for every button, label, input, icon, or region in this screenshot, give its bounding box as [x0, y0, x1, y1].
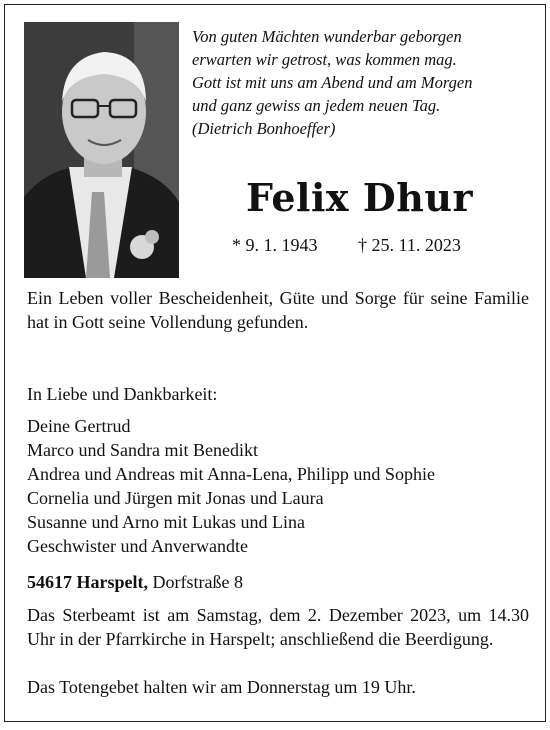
obituary-notice [4, 4, 546, 722]
mourner-item: Deine Gertrud [27, 416, 131, 436]
portrait-photo [24, 22, 179, 278]
intro-text: Ein Leben voller Bescheidenheit, Güte und Sorge für seine Familie hat in Gott seine Vollendung gefunden. [27, 288, 529, 332]
mourner-item: Marco und Sandra mit Benedikt [27, 440, 258, 460]
love-heading-block [27, 382, 529, 406]
service-text: Das Sterbeamt ist am Samstag, dem 2. Dezember 2023, um 14.30 Uhr in der Pfarrkirche in Harspelt; anschließend die Beerdigung. [27, 605, 529, 649]
address-block [27, 570, 529, 594]
address-place: 54617 Harspelt, [27, 572, 148, 592]
death-date: † 25. 11. 2023 [358, 235, 461, 255]
quote-line: Von guten Mächten wunderbar geborgen [192, 27, 462, 46]
mourners-list [27, 414, 529, 558]
prayer-block [27, 675, 529, 699]
quote-line: und ganz gewiss an jedem neuen Tag. [192, 96, 441, 115]
deceased-name: Felix Dhur [245, 175, 474, 220]
birth-date: * 9. 1. 1943 [232, 235, 318, 255]
service-block [27, 603, 529, 651]
mourner-item: Andrea und Andreas mit Anna-Lena, Philipp und Sophie [27, 464, 435, 484]
quote-author: (Dietrich Bonhoeffer) [192, 119, 336, 138]
mourner-item: Cornelia und Jürgen mit Jonas und Laura [27, 488, 324, 508]
mourner-item: Susanne und Arno mit Lukas und Lina [27, 512, 305, 532]
prayer-text: Das Totengebet halten wir am Donnerstag um 19 Uhr. [27, 677, 416, 697]
quote-line: erwarten wir getrost, was kommen mag. [192, 50, 457, 69]
intro-text-block [27, 286, 529, 334]
bible-quote [192, 25, 537, 140]
love-heading: In Liebe und Dankbarkeit: [27, 384, 218, 404]
mourner-item: Geschwister und Anverwandte [27, 536, 248, 556]
quote-line: Gott ist mit uns am Abend und am Morgen [192, 73, 473, 92]
address-street: Dorfstraße 8 [152, 572, 243, 592]
